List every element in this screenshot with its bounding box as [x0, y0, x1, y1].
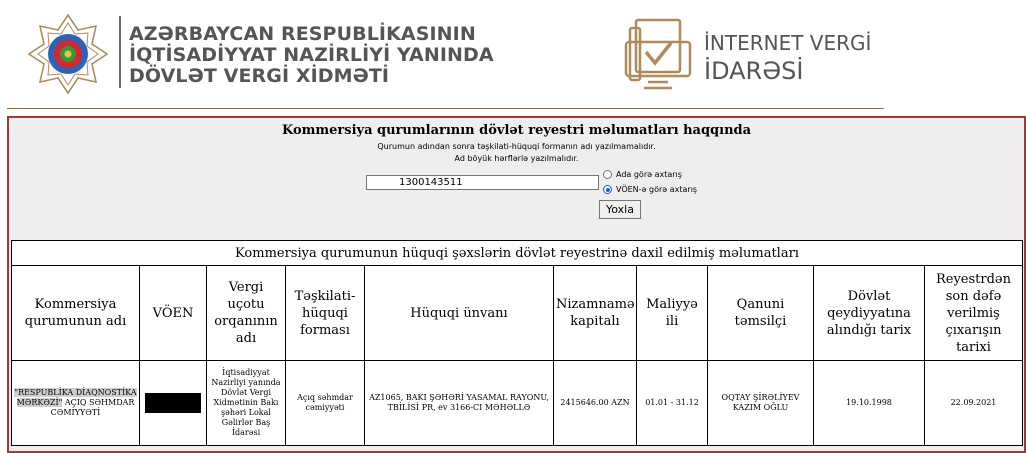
radio-voen-dot[interactable] [603, 185, 612, 194]
col-header-representative: Qanuni təmsilçi [708, 266, 814, 361]
col-header-tax-office: Vergi uçotu orqanının adı [207, 266, 286, 361]
cell-tax-office: İqtisadiyyat Nazirliyi yanında Dövlət Vergi Xidmətinin Bakı şəhəri Lokal Gəlirlər Baş İdarəsi [207, 361, 286, 446]
col-header-address: Hüquqi ünvanı [365, 266, 554, 361]
radio-voen-label: VÖEN-ə görə axtarış [616, 185, 698, 194]
col-header-registered: Dövlət qeydiyyatına alındığı tarix [814, 266, 925, 361]
cell-fiscal-year: 01.01 - 31.12 [637, 361, 708, 446]
col-header-capital: Nizamnamə kapitalı [554, 266, 637, 361]
cell-representative: OQTAY ŞİRƏLİYEV KAZIM OĞLU [708, 361, 814, 446]
col-header-fiscal-year: Maliyyə ili [637, 266, 708, 361]
cell-name-rest: AÇIQ SƏHMDAR CƏMİYYƏTİ [50, 398, 135, 417]
ministry-line-3: DÖVLƏT VERGİ XİDMƏTİ [129, 65, 390, 87]
table-caption: Kommersiya qurumunun hüquqi şəxslərin dövlət reyestrinə daxil edilmiş məlumatları [12, 241, 1023, 266]
panel-title: Kommersiya qurumlarının dövlət reyestri məlumatları haqqında [281, 123, 752, 138]
search-note-1: Qurumun adından sonra təşkilati-hüquqi formanın adı yazılmamalıdır. [377, 142, 656, 151]
search-note-2: Ad böyük hərflərlə yazılmalıdır. [454, 154, 579, 163]
radio-name-label: Ada görə axtarış [616, 170, 682, 179]
voen-redaction [145, 393, 201, 413]
state-emblem-icon [27, 13, 109, 95]
cell-name [12, 361, 140, 446]
portal-line-2: İDARƏSİ [704, 57, 804, 85]
header-banner [7, 2, 884, 109]
radio-search-by-name[interactable] [603, 170, 682, 179]
radio-name-dot[interactable] [603, 170, 612, 179]
cell-registered: 19.10.1998 [814, 361, 925, 446]
radio-search-by-voen[interactable] [603, 185, 697, 194]
cell-name-highlight: "RESPUBLİKA DİAQNOSTİKA MƏRKƏZİ" [14, 388, 137, 407]
ministry-name [129, 24, 494, 87]
col-header-voen: VÖEN [140, 266, 207, 361]
search-input[interactable] [366, 175, 599, 190]
col-header-name: Kommersiya qurumunun adı [12, 266, 140, 361]
cell-voen [140, 361, 207, 446]
col-header-legal-form: Təşkilati-hüquqi forması [286, 266, 365, 361]
cell-address: AZ1065, BAKI ŞƏHƏRİ YASAMAL RAYONU, TBİLİSİ PR, ev 3166-CI MƏHƏLLƏ [365, 361, 554, 446]
ministry-line-2: İQTİSADİYYAT NAZİRLİYİ YANINDA [129, 44, 494, 66]
header-divider [119, 16, 121, 88]
table-header-row [12, 266, 1023, 361]
portal-name [704, 29, 871, 85]
table-row [12, 361, 1023, 446]
ministry-line-1: AZƏRBAYCAN RESPUBLİKASININ [129, 23, 476, 45]
cell-last-extract: 22.09.2021 [925, 361, 1023, 446]
cell-legal-form: Açıq səhmdar cəmiyyəti [286, 361, 365, 446]
internet-tax-office-icon [622, 16, 694, 96]
check-button[interactable]: Yoxla [599, 200, 641, 219]
col-header-last-extract: Reyestrdən son dəfə verilmiş çıxarışın tarixi [925, 266, 1023, 361]
registry-table [11, 240, 1023, 446]
registry-panel [7, 116, 1026, 453]
portal-line-1: İNTERNET VERGİ [704, 31, 872, 55]
cell-capital: 2415646.00 AZN [554, 361, 637, 446]
